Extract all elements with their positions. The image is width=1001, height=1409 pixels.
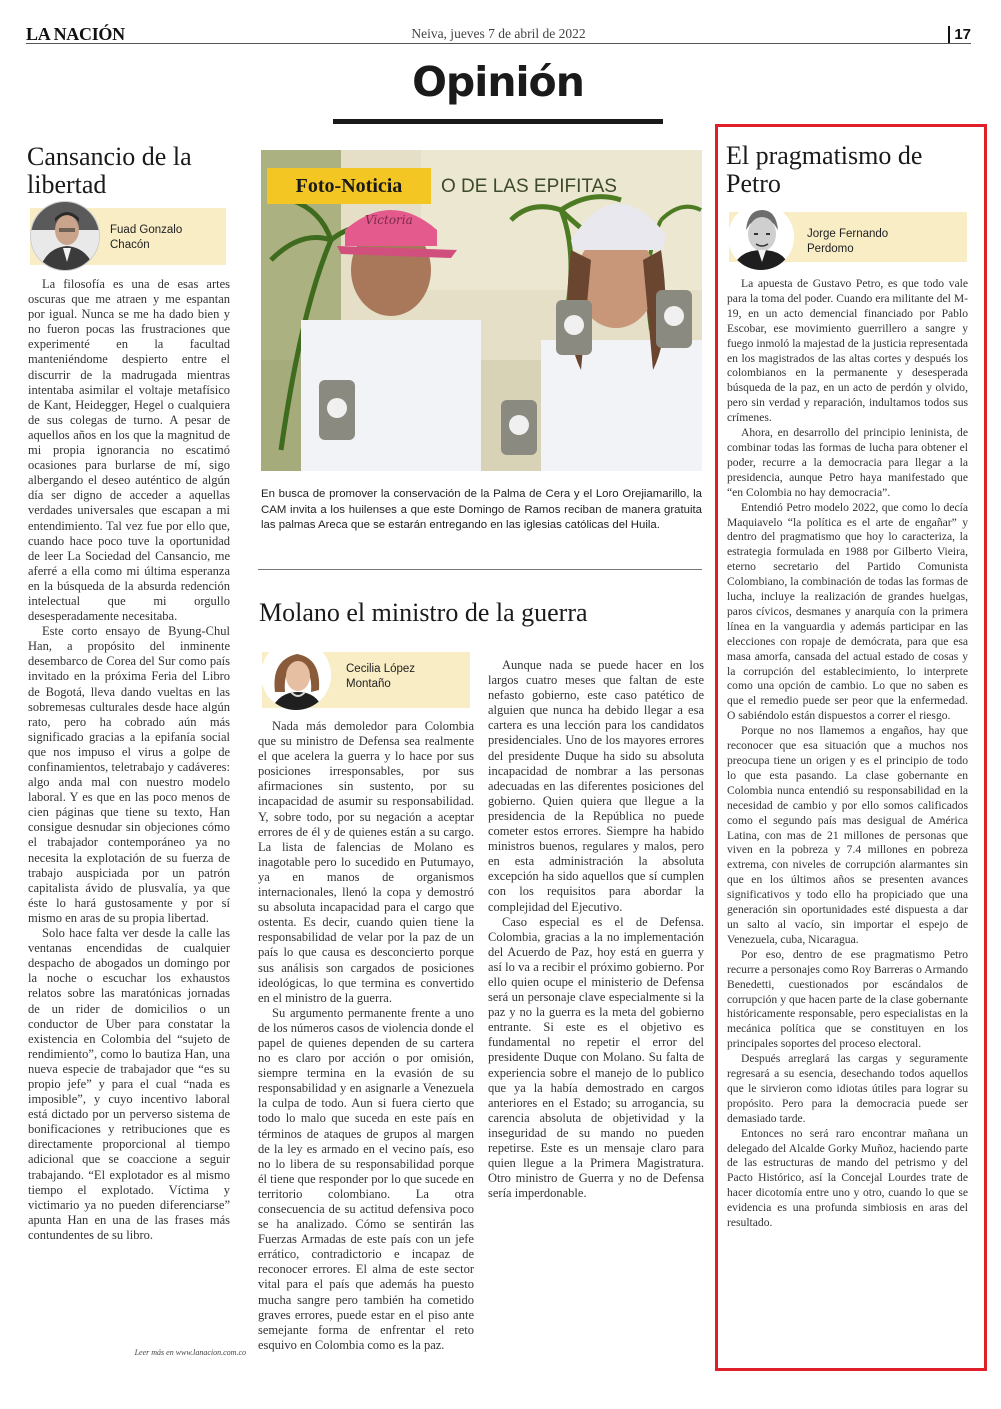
author-photo-chacon — [30, 201, 100, 271]
author-name-perdomo: Jorge Fernando Perdomo — [807, 228, 889, 255]
paragraph: Caso especial es el de Defensa. Colombia, gracias a la no implementación del Acuerdo de Paz, hoy está en guerra y así lo va a recibir el próximo gobierno. Por ello quien ocupe el ministerio de Defensa será un personaje clave especialmente si la paz y no la guerra es la meta del gobierno entrante. Si este es el objetivo es fundamental no repetir el error del presidente Duque con Molano. Su falta de experiencia sobre el manejo de lo publico que ya la había demostrado en cargos anteriores en el Estado; su arrogancia, su carencia absoluta de objetividad y la inseguridad de su mando no pueden repetirse. Este es un mensaje claro para quien llegue a la Primera Magistratura. Otro ministro de Guerra y no de Defensa sería imperdonable. — [488, 914, 704, 1201]
paragraph: Entonces no será raro encontrar mañana un delegado del Alcalde Gorky Muñoz, haciendo parte de las estructuras de mando del petrismo y del Pacto Histórico, así la Concejal Lourdes trate de hacer dicotomía entre uno y otro, cuando lo que se evidencia es una profunda simbiosis en aras del resultado. — [727, 1126, 968, 1230]
foto-noticia-badge: Foto-Noticia — [267, 168, 431, 204]
author-photo-lopez — [261, 640, 331, 710]
paragraph: Su argumento permanente frente a uno de los números casos de violencia donde el papel de quienes dependen de su cartera no es claro por acción o por omisión, siempre termina en la evasión de su responsabilidad y en asignarle a Venezuela la culpa de todo. Aun si fuera cierto que todo lo malo que suceda en este país en términos de ataques de grupos al margen de la ley es armado en el vecino país, eso no lo libera de su responsabilidad porque él tiene que responder por lo que sucede en territorio colombiano. La otra consecuencia de su actitud defensiva poco se ha analizado. Cómo se sentirán las Fuerzas Armadas de este país con un jefe errático, contradictorio e incapaz de reconocer errores. El alma de este sector vital para el país que además ha puesto mucha sangre pero también ha cometido graves errores, puede estar en el piso ante semejante forma de enfrentar el reto esquivo en Colombia como es la paz. — [258, 1005, 474, 1352]
article-body-molano-col1 — [258, 719, 474, 1353]
article-headline-cansancio: Cansancio de la libertad — [27, 142, 192, 199]
photo-caption: En busca de promover la conservación de la Palma de Cera y el Loro Orejiamarillo, la CAM invita a los huilenses a que este Domingo de Ramos reciban de manera gratuita las palmas Areca que se estarán entregando en las iglesias católicas del Huila. — [261, 488, 702, 531]
author-name-lopez: Cecilia López Montaño — [346, 663, 416, 690]
article-body-cansancio — [28, 277, 230, 1243]
article-headline-molano: Molano el ministro de la guerra — [259, 598, 588, 627]
article-body-molano — [258, 719, 474, 1371]
masthead — [26, 26, 971, 44]
paragraph: Solo hace falta ver desde la calle las ventanas encendidas de cualquier despacho de abogados un domingo por la noche o escuchar los exhaustos relatos sobre las maratónicas jornadas de un rider de domicilios o un conductor de Uber para constatar la existencia en Colombia del “sujeto de rendimiento”, como lo bautiza Han, una nueva especie de trabajador que “es su propio jefe” y para el cual “nada es imposible”, y cuyo incentivo laboral está dictado por un perverso sistema de bonificaciones y retribuciones que es directamente proporcional al tiempo adicional que se coaccione a seguir trabajando. “El explotador es al mismo tiempo el explotado. Víctima y victimario ya no pueden diferenciarse” apunta Han en una de las frases más contundentes de su libro. — [28, 926, 230, 1242]
paragraph: Después arreglará las cargas y seguramente regresará a su esencia, desechando todos aquellos que le sirvieron como idiotas útiles para lograr su propósito. Pero para la democracia puede ser demasiado tarde. — [727, 1052, 968, 1125]
article-body-pragmatismo — [727, 277, 968, 1231]
newspaper-logo: LA NACIÓN — [26, 24, 125, 44]
article-body-molano-continued — [488, 658, 704, 1362]
news-photo — [261, 150, 702, 471]
author-name-chacon: Fuad Gonzalo Chacón — [110, 224, 183, 251]
paragraph: Este corto ensayo de Byung-Chul Han, a propósito del inminente desembarco de Corea del Sur como país invitado en la próxima Feria del Libro de Bogotá, lleva dando vueltas en las sobremesas culturales desde hace algún rato, pero ha cobrado aún más significado gracias a la epifanía social que nos impuso el virus a golpe de confinamientos, teletrabajo y cadáveres: algo anda mal con nuestro modelo laboral. Y es que en las poco menos de cien páginas que tiene su texto, Han consigue desnudar sin objeciones cómo el trabajador contemporáneo ya no necesita la explotación de su fuerza de trabajo auspiciada por un patrón capitalista ávido de plusvalía, ya que éste lo hará gustosamente y por sí mismo en aras de su propia libertad. — [28, 624, 230, 925]
column-divider — [258, 569, 702, 570]
sign-text: O DE LAS EPIFITAS — [441, 176, 617, 197]
paragraph: Por eso, dentro de ese pragmatismo Petro recurre a personajes como Roy Barreras o Armando Benedetti, cuestionados por escándalos de corrupción y que hacen parte de la clase gobernante históricamente responsable, pero especialistas en la mecánica política que se constituyen en los principales soportes del proceso electoral. — [727, 947, 968, 1051]
dateline: Neiva, jueves 7 de abril de 2022 — [411, 26, 586, 41]
hat-text: Victoria — [365, 213, 413, 227]
author-photo-perdomo — [728, 204, 794, 270]
paragraph: Entendió Petro modelo 2022, que como lo decía Maquiavelo “la política es el arte de engañar” y dentro del pragmatismo que hoy lo caracteriza, la estrategia formulada en 1988 por Gilberto Vieira, eterno secretario del Partido Comunista Colombiano, la combinación de todas las formas de lucha, incluye la realización de grandes huelgas, paros cívicos, desmanes y anarquía con la primera línea en la vanguardia y además participar en las elecciones con ropaje de demócrata, para que esa masa amorfa, cansada del actual estado de cosas y la corrupción del establecimiento, lo interprete como una opción de cambio. Lo que no saben es que el remedio puede ser peor que la enfermedad. O sabiéndolo están dispuestos a correr el riesgo. — [727, 500, 968, 723]
section-title: Opinión — [412, 58, 584, 106]
paragraph: Aunque nada se puede hacer en los largos cuatro meses que faltan de este nefasto gobierno, este caso patético de alguien que nunca ha debido llegar a esa cartera es una lección para los candidatos presidenciales. Uno de los mayores errores del presidente Duque ha sido su absoluta incapacidad de nombrar a las personas adecuadas en las diferentes posiciones del gobierno. Quien quiera que llegue a la presidencia de la República no puede cometer estos errores. Siempre ha habido ministros buenos, regulares y malos, pero en esta administración la absoluta excepción ha sido aquellos que sí cumplen con los requisitos para abordar la complejidad del Ejecutivo. — [488, 658, 704, 914]
paragraph: La apuesta de Gustavo Petro, es que todo vale para la toma del poder. Cuando era militante del M-19, en un acto demencial financiado por Pablo Escobar, ese movimiento guerrillero a sangre y fuego inmoló la majestad de la justicia representada en los magistrados de las altas cortes y después los colombianos en la permanente y desesperada búsqueda de la paz, en un acto de perdón y olvido, pero sin verdad y reparación, indultamos todos sus crímenes. — [727, 277, 968, 425]
read-more-link[interactable]: Leer más en www.lanacion.com.co — [134, 1348, 246, 1357]
paragraph: La filosofía es una de esas artes oscuras que me atraen y me espantan por igual. Nunca se me ha dado bien y no fueron pocas las frustraciones que experimenté en la facultad manteniéndome despierto entre el discurrir de la madrugada mientras intentaba asimilar el voltaje metafísico de Kant, Heidegger, Hegel o cualquiera de sus colegas de turno. A pesar de aquellos años en los que la magnitud de mi propia ignorancia no escatimó ocasiones para burlarse de mí, sigo albergando el deseo auténtico de algún día ser digno de acceder a aquellas verdades universales que escapan a mi entendimiento. Tal vez fue por ello que, cuando hace poco tuve la oportunidad de leer La Sociedad del Cansancio, me aferré a ella como mi última esperanza en la búsqueda de la absurda redención intelectual que mi orgullo desesperadamente necesitaba. — [28, 277, 230, 624]
paragraph: Nada más demoledor para Colombia que su ministro de Defensa sea realmente el que acelera la guerra y lo hace por sus posiciones irresponsables, por sus afirmaciones sin sustento, por su incapacidad de asumir su responsabilidad. Y, sobre todo, por su negación a aceptar errores de él y de quienes están a su cargo. La lista de falencias de Molano es inagotable pero lo sucedido en Putumayo, ya en manos de organismos internacionales, llenó la copa y demostró su absoluta incapacidad para el cargo que ostenta. Es decir, cuando quien tiene la responsabilidad de velar por la paz de un país lo que causa es desconcierto porque sus análisis son cargados de posiciones ideológicas, lo que termina es convertido en el ministro de la guerra. — [258, 719, 474, 1005]
paragraph: Ahora, en desarrollo del principio leninista, de combinar todas las formas de lucha para obtener el poder, recurre a la democracia para llegar a la presidencia, aunque Petro haya manifestado que “en Colombia no hay democracia”. — [727, 426, 968, 499]
section-title-rule — [333, 119, 663, 124]
page-number: 17 — [948, 26, 971, 43]
paragraph: Porque no nos llamemos a engaños, hay que reconocer que esa situación que a muchos nos preocupa tiene un origen y es el principio de todo lo que esta pasando. La clase gobernante en Colombia nunca entendió su responsabilidad en la necesidad de cambio y por ello somos calificados como el segundo país mas desigual de América Latina, con mas de 21 millones de personas que viven en la pobreza y 7.4 millones en pobreza extrema, con niveles de corrupción alarmantes sin que en los últimos años se presenten avances significativos y todo ello ha propiciado que una generación sin oportunidades esté dispuesta a dar un salto al vacío, sin importar el espejo de Venezuela, cuba, Nicaragua. — [727, 724, 968, 946]
article-headline-pragmatismo: El pragmatismo de Petro — [726, 141, 923, 198]
